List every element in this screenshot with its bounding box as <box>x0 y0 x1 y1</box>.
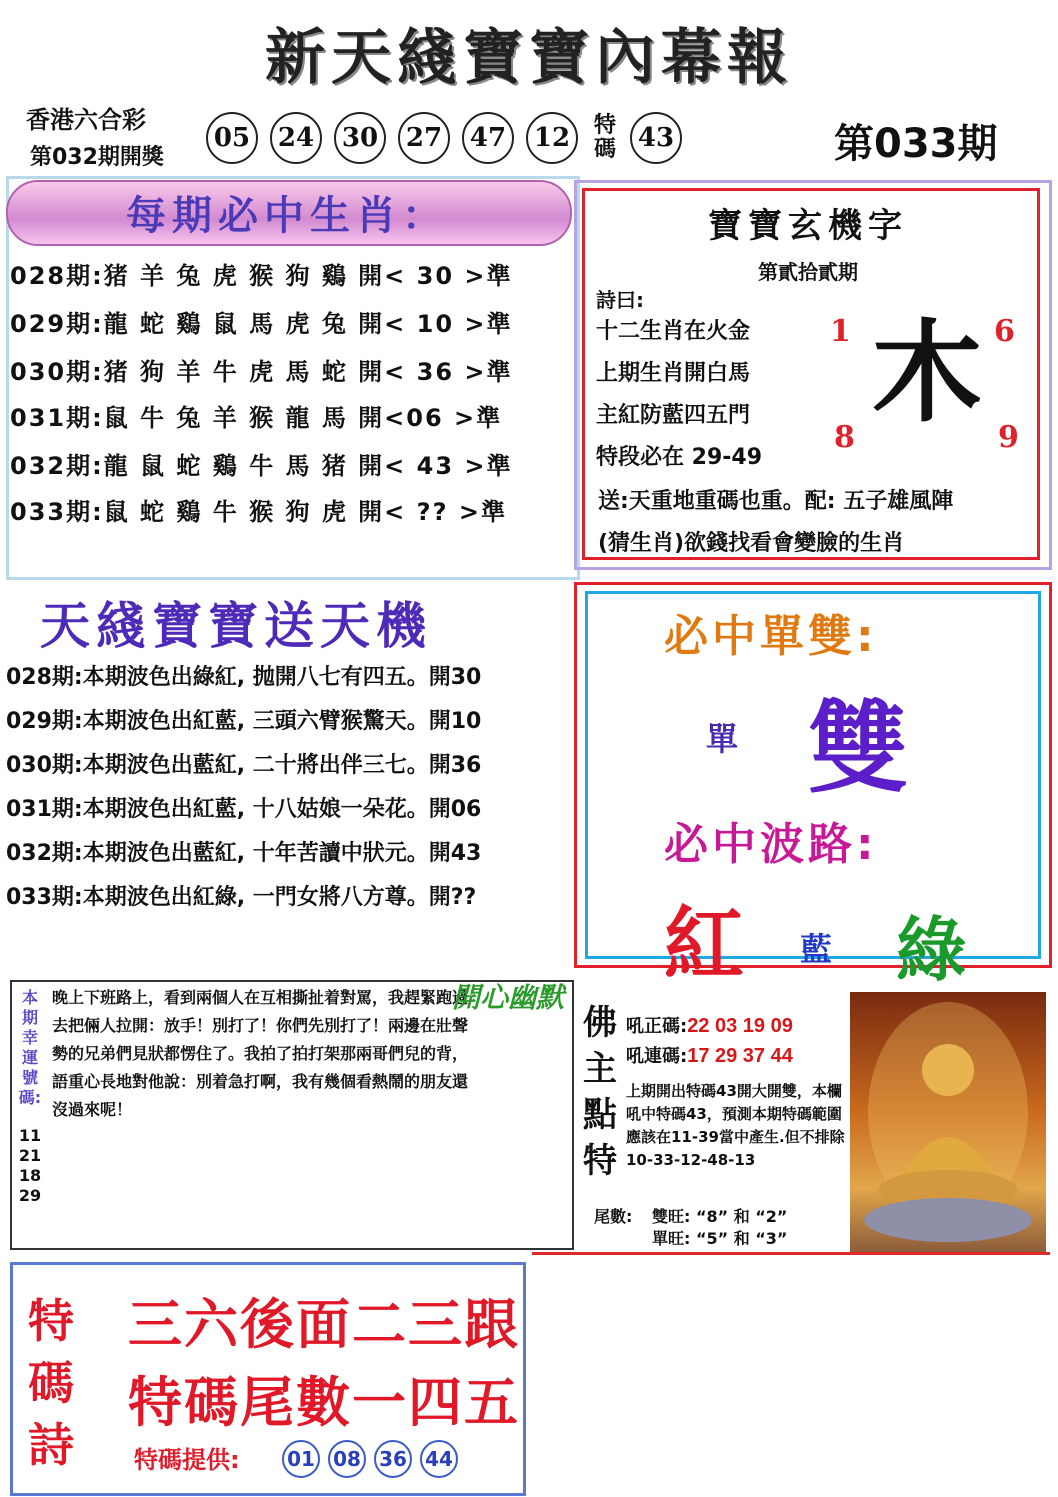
poem-line: 主紅防藍四五門 <box>596 403 751 428</box>
provide-ball: 01 <box>282 1440 320 1478</box>
tail-label: 尾數: <box>594 1207 633 1226</box>
buddha-figure <box>850 992 1046 1254</box>
result-ball: 47 <box>462 112 514 164</box>
special-poem-label: 特碼詩 <box>28 1294 74 1472</box>
buddha-statue-image <box>850 992 1046 1254</box>
zodiac-row: 033期:鼠 蛇 鷄 牛 猴 狗 虎 開< ?? >準 <box>10 498 507 526</box>
zodiac-row: 028期:猪 羊 兔 虎 猴 狗 鷄 開< 30 >準 <box>10 262 513 290</box>
current-issue: 第033期 <box>834 121 998 167</box>
corner-number: 9 <box>998 420 1019 455</box>
lucky-number: 11 <box>18 1126 42 1145</box>
poem-line: 特段必在 29-49 <box>596 445 763 470</box>
tianji-row: 029期:本期波色出紅藍, 三頭六臂猴驚天。開10 <box>6 709 482 734</box>
zodiac-row: 031期:鼠 牛 兔 羊 猴 龍 馬 開<06 >準 <box>10 404 503 432</box>
result-ball: 05 <box>206 112 258 164</box>
tianji-title: 天綫寶寶送天機 <box>40 597 432 655</box>
hou-lian-row <box>626 1042 793 1068</box>
lucky-number: 29 <box>18 1186 42 1205</box>
provide-balls <box>282 1440 466 1478</box>
tianji-row: 031期:本期波色出紅藍, 十八姑娘一朵花。開06 <box>6 797 482 822</box>
jizi-subtitle: 第貳拾貳期 <box>758 260 858 284</box>
tianji-row: 030期:本期波色出藍紅, 二十將出伴三七。開36 <box>6 753 482 778</box>
provide-label: 特碼提供: <box>134 1446 240 1474</box>
tail-double: 雙旺: “8” 和 “2” <box>652 1207 788 1226</box>
lucky-numbers <box>16 1126 44 1206</box>
humor-badge: 開心幽默 <box>452 981 565 1014</box>
danshuang-title: 必中單雙: <box>664 611 878 662</box>
corner-number: 6 <box>994 314 1015 349</box>
even-label: 雙 <box>808 690 908 807</box>
corner-number: 8 <box>834 420 855 455</box>
poem-line: 上期生肖開白馬 <box>596 361 751 386</box>
result-ball: 12 <box>526 112 578 164</box>
wave-title: 必中波路: <box>664 819 878 870</box>
mystery-character: 木 <box>872 309 982 437</box>
buddha-tip: 上期開出特碼43開大開雙，本欄吼中特碼43，預測本期特碼範圍應該在11-39當中產生.但不排除10-33-12-48-13 <box>626 1082 845 1169</box>
odd-label: 單 <box>706 720 739 758</box>
special-poem-line: 特碼尾數一四五 <box>128 1371 520 1434</box>
hou-zheng-label: 吼正碼: <box>626 1016 688 1037</box>
humor-story: 晚上下班路上，看到兩個人在互相撕扯着對罵，我趕緊跑過去把倆人拉開：放手！別打了！你們先別打了！兩邊在壯聲勢的兄弟們見狀都愣住了。我拍了拍打架那兩哥們兒的背，語重心長地對他說：別着急打啊，我有幾個看熱鬧的朋友還沒過來呢！ <box>52 988 469 1119</box>
provide-ball: 44 <box>420 1440 458 1478</box>
provide-ball: 08 <box>328 1440 366 1478</box>
tianji-row: 033期:本期波色出紅綠, 一門女將八方尊。開?? <box>6 885 477 910</box>
zodiac-row: 030期:猪 狗 羊 牛 虎 馬 蛇 開< 36 >準 <box>10 358 513 386</box>
zodiac-row: 032期:龍 鼠 蛇 鷄 牛 馬 猪 開< 43 >準 <box>10 452 513 480</box>
hou-zheng-numbers: 22 03 19 09 <box>687 1015 793 1037</box>
zodiac-row: 029期:龍 蛇 鷄 鼠 馬 虎 兔 開< 10 >準 <box>10 310 513 338</box>
result-ball: 30 <box>334 112 386 164</box>
page-title: 新天綫寶寶內幕報 <box>265 23 793 93</box>
special-poem-line: 三六後面二三跟 <box>128 1293 520 1356</box>
result-ball: 24 <box>270 112 322 164</box>
hou-lian-numbers: 17 29 37 44 <box>687 1045 793 1067</box>
zodiac-title: 每期必中生肖： <box>126 193 448 239</box>
send-line: 送:天重地重碼也重。配: 五子雄風陣 <box>598 489 954 514</box>
jizi-title: 寶寶玄機字 <box>708 206 908 246</box>
lottery-name: 香港六合彩 <box>26 106 146 134</box>
tail-single: 單旺: “5” 和 “3” <box>652 1229 788 1248</box>
prev-issue-label: 第032期開獎 <box>30 145 164 170</box>
wave-red: 紅 <box>664 898 744 991</box>
corner-number: 1 <box>830 314 851 349</box>
result-balls <box>206 112 694 164</box>
divider-line <box>532 1252 1050 1255</box>
hou-zheng-row <box>626 1012 793 1038</box>
hou-lian-label: 吼連碼: <box>626 1046 688 1067</box>
special-label: 特碼 <box>593 113 616 162</box>
buddha-side-label: 佛主點特 <box>583 1003 617 1181</box>
special-ball: 43 <box>630 112 682 164</box>
poem-label: 詩曰: <box>596 288 644 312</box>
wave-blue: 藍 <box>800 930 833 968</box>
wave-green: 綠 <box>896 909 966 991</box>
lucky-number: 21 <box>18 1146 42 1165</box>
lucky-numbers-label: 本期幸運號碼: <box>18 988 42 1107</box>
provide-ball: 36 <box>374 1440 412 1478</box>
poem-line: 十二生肖在火金 <box>596 319 751 344</box>
lucky-number: 18 <box>18 1166 42 1185</box>
result-ball: 27 <box>398 112 450 164</box>
guess-line: (猜生肖)欲錢找看會變臉的生肖 <box>598 531 905 556</box>
tianji-row: 032期:本期波色出藍紅, 十年苦讀中狀元。開43 <box>6 841 482 866</box>
tianji-row: 028期:本期波色出綠紅, 抛開八七有四五。開30 <box>6 665 482 690</box>
